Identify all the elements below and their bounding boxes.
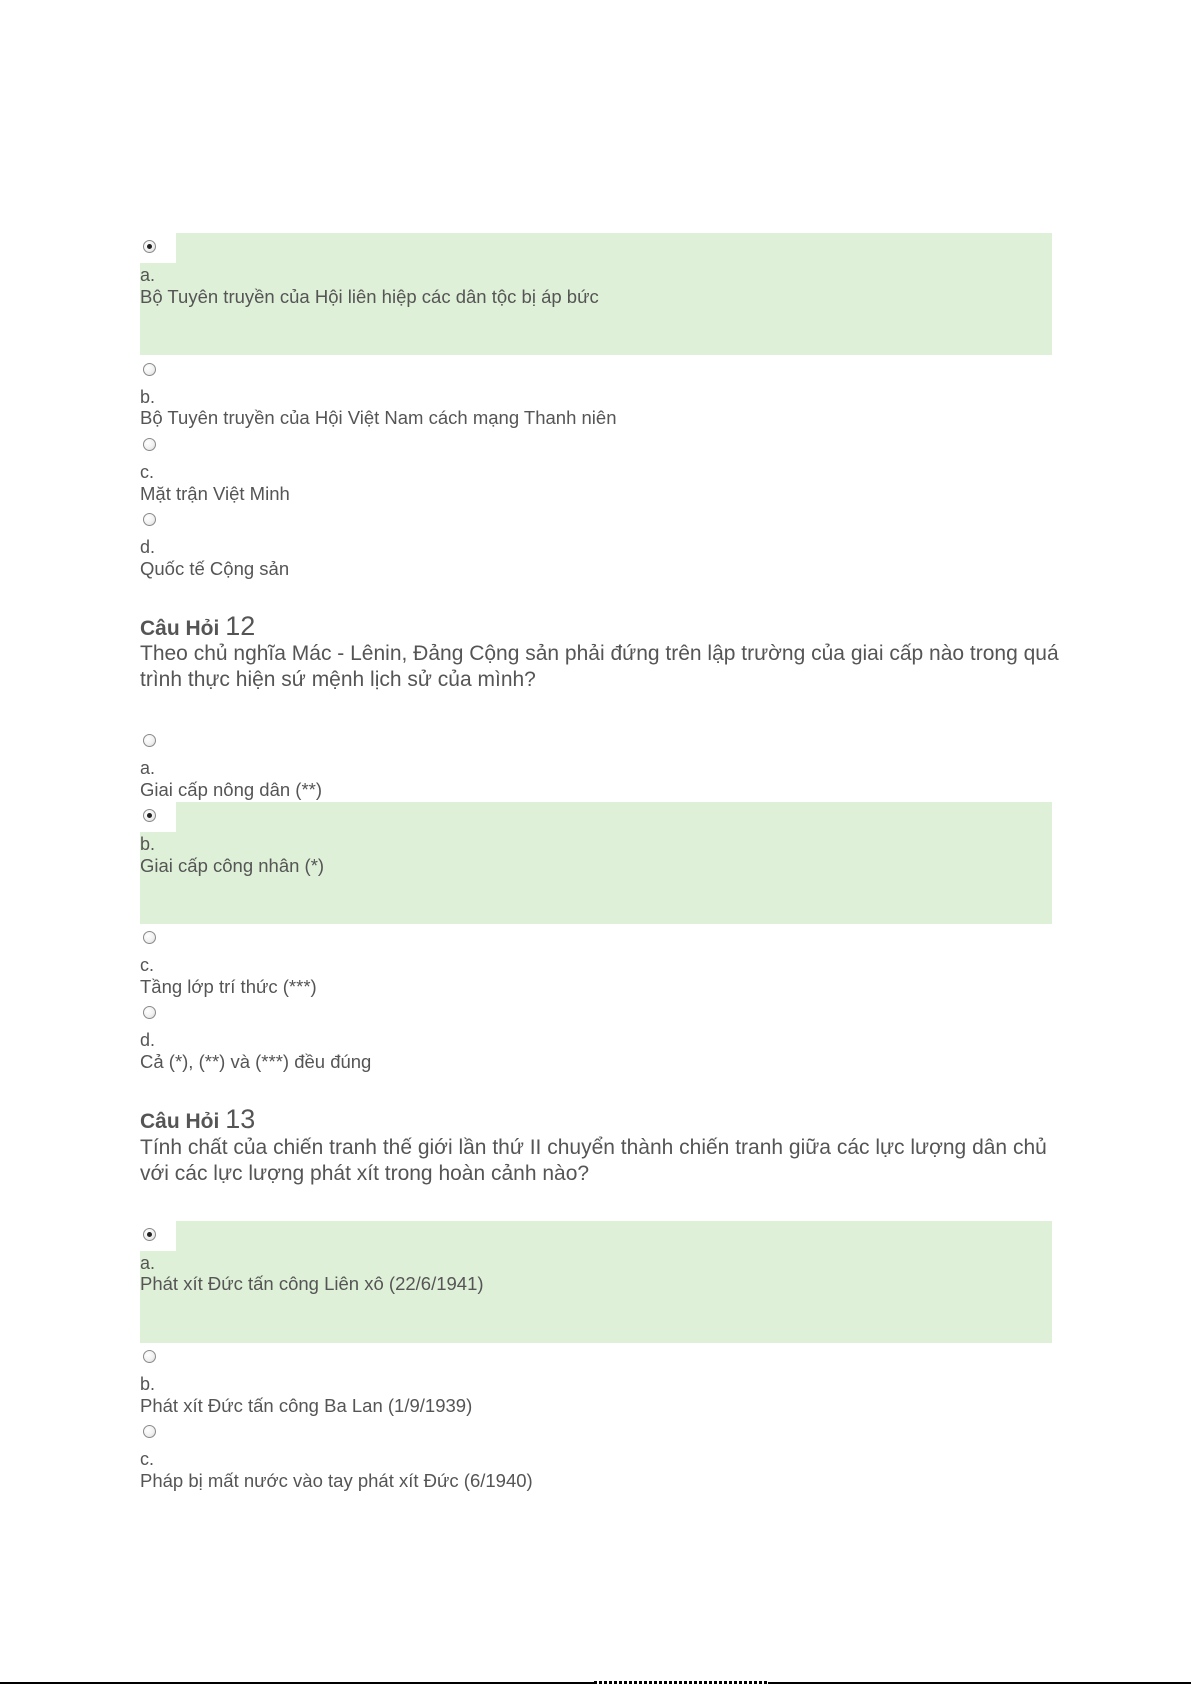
option-letter: c. [140, 955, 155, 975]
radio-q12-b[interactable] [143, 809, 156, 822]
option-text[interactable]: Giai cấp nông dân (**) [140, 779, 323, 800]
option-text[interactable]: Cả (*), (**) và (***) đều đúng [140, 1051, 372, 1072]
option-letter: a. [140, 1253, 156, 1273]
question-text: Tính chất của chiến tranh thế giới lần thứ II chuyển thành chiến tranh giữa các lực lượng dân chủ với các lực lượng phát xít trong hoàn cảnh nào? [140, 1136, 1047, 1185]
option-letter: a. [140, 265, 156, 285]
radio-q11-a[interactable] [143, 240, 156, 253]
radio-q13-a[interactable] [143, 1228, 156, 1241]
option-letter: d. [140, 1030, 156, 1050]
question-title [140, 1105, 255, 1136]
radio-q12-a[interactable] [143, 734, 156, 747]
question-label: Câu Hỏi [140, 1110, 220, 1133]
option-text[interactable]: Giai cấp công nhân (*) [140, 855, 325, 876]
option-letter: b. [140, 387, 156, 407]
radio-q12-c[interactable] [143, 931, 156, 944]
radio-q12-d[interactable] [143, 1006, 156, 1019]
question-label: Câu Hỏi [140, 617, 220, 640]
question-text: Theo chủ nghĩa Mác - Lênin, Đảng Cộng sản phải đứng trên lập trường của giai cấp nào trong quá trình thực hiện sứ mệnh lịch sử của mình? [140, 642, 1059, 691]
question-number: 13 [225, 1104, 256, 1134]
question-number: 12 [225, 611, 256, 641]
option-text[interactable]: Quốc tế Cộng sản [140, 558, 290, 579]
question-title [140, 612, 255, 643]
option-letter: b. [140, 1374, 156, 1394]
radio-q11-b[interactable] [143, 363, 156, 376]
option-letter: b. [140, 834, 156, 854]
radio-q11-d[interactable] [143, 513, 156, 526]
radio-q11-c[interactable] [143, 438, 156, 451]
option-text[interactable]: Phát xít Đức tấn công Ba Lan (1/9/1939) [140, 1395, 473, 1416]
option-letter: c. [140, 462, 155, 482]
radio-q13-b[interactable] [143, 1350, 156, 1363]
option-text[interactable]: Bộ Tuyên truyền của Hội Việt Nam cách mạng Thanh niên [140, 407, 617, 428]
option-text[interactable]: Phát xít Đức tấn công Liên xô (22/6/1941) [140, 1273, 484, 1294]
option-letter: d. [140, 537, 156, 557]
page-bottom-border [0, 1682, 1191, 1684]
option-letter: c. [140, 1449, 155, 1469]
option-text[interactable]: Bộ Tuyên truyền của Hội liên hiệp các dân tộc bị áp bức [140, 286, 599, 307]
option-text[interactable]: Mặt trận Việt Minh [140, 483, 290, 504]
option-text[interactable]: Tầng lớp trí thức (***) [140, 976, 317, 997]
option-letter: a. [140, 758, 156, 778]
option-text[interactable]: Pháp bị mất nước vào tay phát xít Đức (6/1940) [140, 1470, 533, 1491]
radio-q13-c[interactable] [143, 1425, 156, 1438]
